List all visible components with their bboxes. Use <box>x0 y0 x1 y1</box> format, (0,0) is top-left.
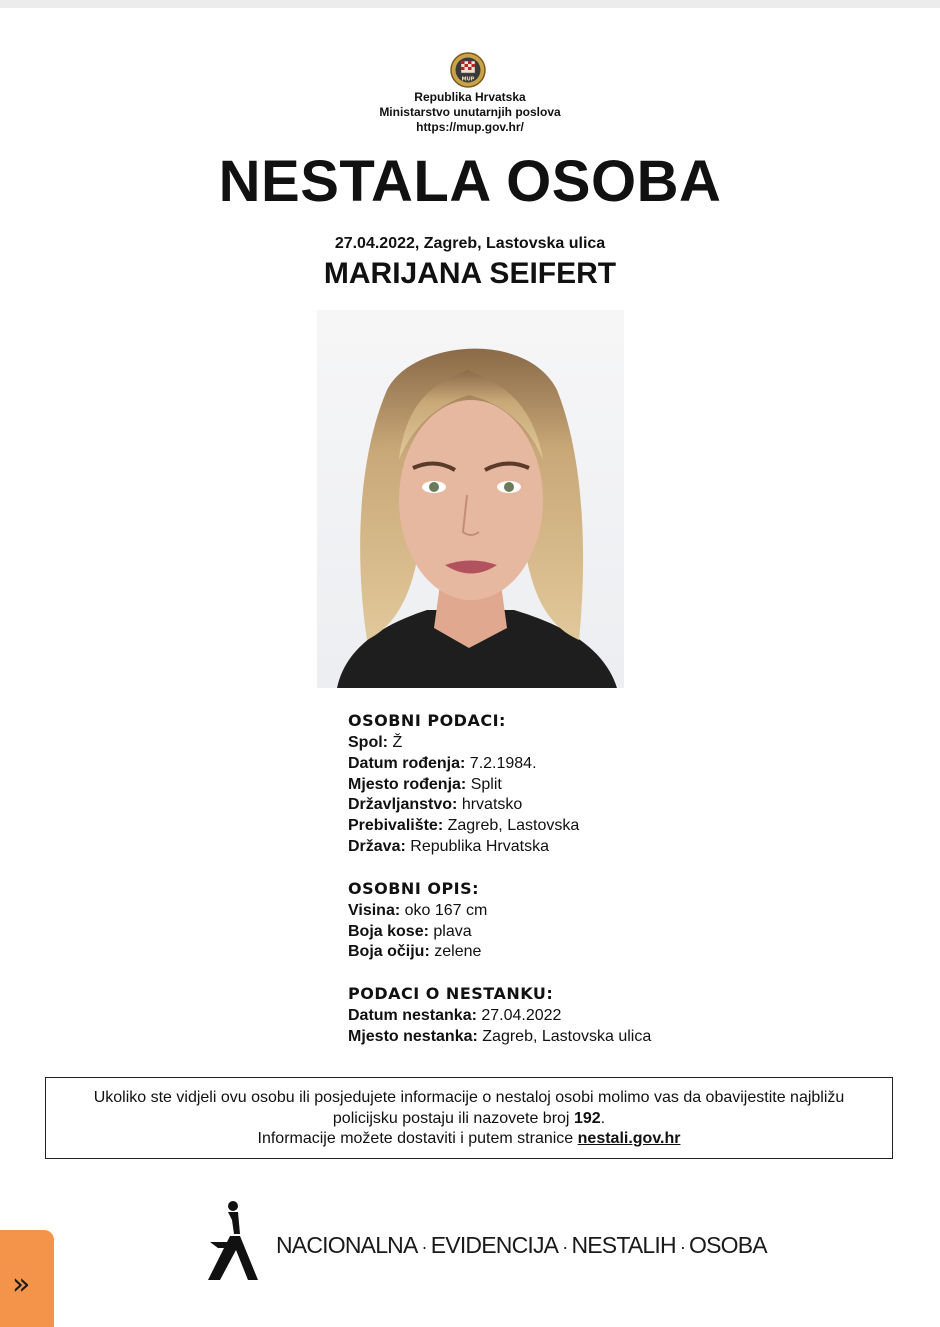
notice-line-1: Ukoliko ste vidjeli ovu osobu ili posjedujete informacije o nestaloj osobi molimo vas da obavijestite najbližu <box>93 1089 845 1106</box>
detail-row: Boja očiju: zelene <box>348 943 482 961</box>
personal-data-heading: OSOBNI PODACI: <box>348 711 506 730</box>
walking-person-logo-icon <box>206 1198 260 1280</box>
details-block <box>348 710 848 1048</box>
detail-row: Boja kose: plava <box>348 922 472 940</box>
top-bar <box>0 0 940 8</box>
detail-row: Datum rođenja: 7.2.1984. <box>348 754 537 772</box>
double-chevron-right-icon[interactable]: » <box>12 1267 31 1302</box>
detail-row: Mjesto rođenja: Split <box>348 775 502 793</box>
phone-number: 192 <box>573 1109 601 1127</box>
detail-row: Mjesto nestanka: Zagreb, Lastovska ulica <box>348 1027 652 1045</box>
issuer-ministry: Ministarstvo unutarnjih poslova <box>379 105 561 119</box>
page-title: NESTALA OSOBA <box>218 149 722 214</box>
side-expand-tab[interactable] <box>0 1230 54 1327</box>
detail-row: Visina: oko 167 cm <box>348 901 488 919</box>
detail-row: Država: Republika Hrvatska <box>348 837 549 855</box>
detail-row: Spol: Ž <box>348 734 403 751</box>
date-location: 27.04.2022, Zagreb, Lastovska ulica <box>334 235 606 252</box>
issuer-url[interactable]: https://mup.gov.hr/ <box>416 120 524 134</box>
nestali-link[interactable]: nestali.gov.hr <box>577 1130 681 1147</box>
coat-of-arms-seal-icon <box>450 52 486 88</box>
disappearance-heading: PODACI O NESTANKU: <box>348 984 554 1004</box>
seal-text: MUP <box>461 76 475 83</box>
portrait-photo <box>317 310 624 688</box>
issuer-block <box>0 90 940 135</box>
notice-line-3: Informacije možete dostaviti i putem stranice nestali.gov.hr <box>257 1130 681 1147</box>
personal-description-heading: OSOBNI OPIS: <box>348 878 480 898</box>
detail-row: Državljanstvo: hrvatsko <box>348 796 523 814</box>
detail-row: Prebivalište: Zagreb, Lastovska <box>348 817 580 835</box>
organization-name: NACIONALNA · EVIDENCIJA · NESTALIH · OSOBA <box>276 1232 767 1258</box>
person-name: MARIJANA SEIFERT <box>323 257 617 290</box>
issuer-country: Republika Hrvatska <box>414 90 526 104</box>
notice-line-2: policijsku postaju ili nazovete broj 192. <box>332 1109 606 1127</box>
contact-notice <box>45 1077 893 1159</box>
detail-row: Datum nestanka: 27.04.2022 <box>348 1007 562 1025</box>
